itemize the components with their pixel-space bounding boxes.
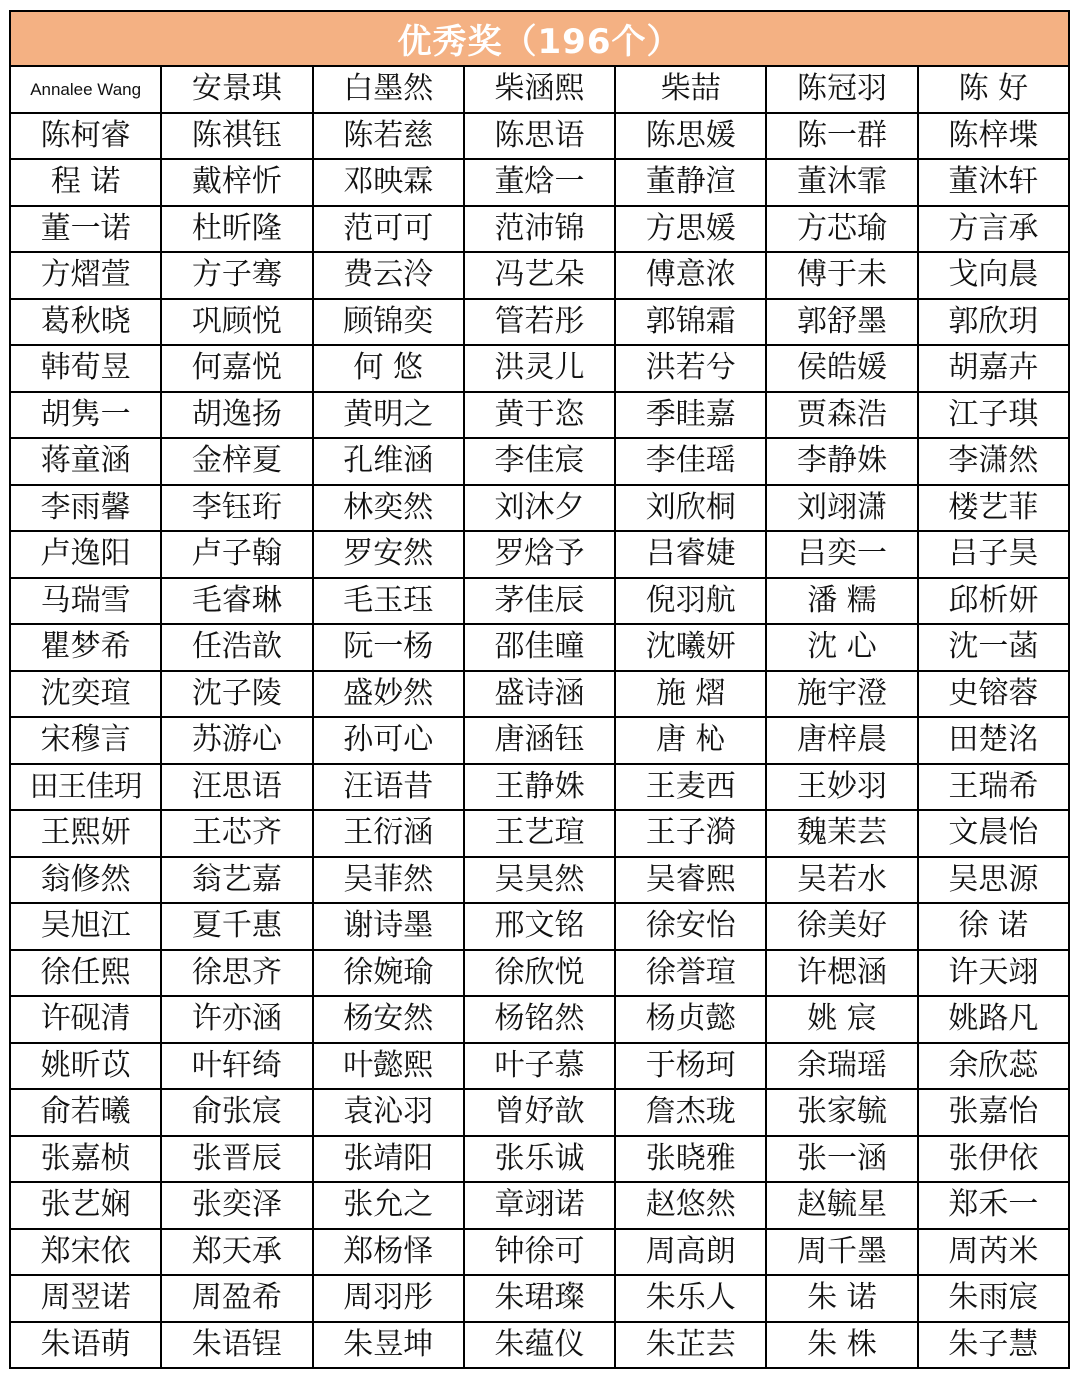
name-cell: 翁艺嘉 — [161, 857, 312, 904]
name-cell: 邢文铭 — [464, 903, 615, 950]
name-cell: 沈子陵 — [161, 671, 312, 718]
name-cell: Annalee Wang — [10, 66, 161, 113]
name-cell: 范沛锦 — [464, 206, 615, 253]
name-cell: 吕睿婕 — [615, 531, 766, 578]
name-cell: 杨贞懿 — [615, 996, 766, 1043]
name-cell: 周羽彤 — [313, 1275, 464, 1322]
name-cell: 方言承 — [918, 206, 1069, 253]
name-cell: 朱 诺 — [766, 1275, 917, 1322]
name-cell: 黄于恣 — [464, 392, 615, 439]
name-cell: 郭舒墨 — [766, 299, 917, 346]
name-cell: 柴喆 — [615, 66, 766, 113]
table-row — [10, 950, 1069, 997]
table-row — [10, 485, 1069, 532]
name-cell: 王芯齐 — [161, 810, 312, 857]
name-cell: 徐任熙 — [10, 950, 161, 997]
name-cell: 周盈希 — [161, 1275, 312, 1322]
name-cell: 方熠萱 — [10, 252, 161, 299]
name-cell: 余瑞瑶 — [766, 1043, 917, 1090]
name-cell: 管若彤 — [464, 299, 615, 346]
table-row — [10, 717, 1069, 764]
name-cell: 魏茉芸 — [766, 810, 917, 857]
name-cell: 许楒涵 — [766, 950, 917, 997]
name-cell: 夏千惠 — [161, 903, 312, 950]
name-cell: 陈一群 — [766, 113, 917, 160]
name-cell: 罗焓予 — [464, 531, 615, 578]
name-cell: 王艺瑄 — [464, 810, 615, 857]
table-row — [10, 996, 1069, 1043]
name-cell: 陈梓堞 — [918, 113, 1069, 160]
name-cell: 徐欣悦 — [464, 950, 615, 997]
name-cell: 方思媛 — [615, 206, 766, 253]
name-cell: 卢逸阳 — [10, 531, 161, 578]
name-cell: 郑宋依 — [10, 1229, 161, 1276]
name-cell: 朱语锃 — [161, 1322, 312, 1369]
name-cell: 张乐诚 — [464, 1136, 615, 1183]
name-cell: 卢子翰 — [161, 531, 312, 578]
table-row — [10, 531, 1069, 578]
name-cell: 陈思媛 — [615, 113, 766, 160]
name-cell: 洪灵儿 — [464, 345, 615, 392]
table-row — [10, 392, 1069, 439]
name-cell: 董焓一 — [464, 159, 615, 206]
name-cell: 蒋童涵 — [10, 438, 161, 485]
name-cell: 刘欣桐 — [615, 485, 766, 532]
name-cell: 吴昊然 — [464, 857, 615, 904]
name-cell: 方子骞 — [161, 252, 312, 299]
name-cell: 徐思齐 — [161, 950, 312, 997]
table-row — [10, 299, 1069, 346]
name-cell: 毛玉珏 — [313, 578, 464, 625]
table-row — [10, 1182, 1069, 1229]
name-cell: 贾森浩 — [766, 392, 917, 439]
name-cell: 张嘉桢 — [10, 1136, 161, 1183]
name-cell: 施宇澄 — [766, 671, 917, 718]
table-row — [10, 438, 1069, 485]
name-cell: 陈思语 — [464, 113, 615, 160]
name-cell: 楼艺菲 — [918, 485, 1069, 532]
name-cell: 茅佳辰 — [464, 578, 615, 625]
name-cell: 叶子慕 — [464, 1043, 615, 1090]
name-cell: 杨铭然 — [464, 996, 615, 1043]
name-cell: 董沐霏 — [766, 159, 917, 206]
name-cell: 阮一杨 — [313, 624, 464, 671]
name-cell: 周千墨 — [766, 1229, 917, 1276]
name-cell: 顾锦奕 — [313, 299, 464, 346]
name-cell: 陈柯睿 — [10, 113, 161, 160]
name-cell: 陈冠羽 — [766, 66, 917, 113]
name-cell: 朱子慧 — [918, 1322, 1069, 1369]
table-row — [10, 857, 1069, 904]
name-cell: 李静姝 — [766, 438, 917, 485]
name-cell: 翁修然 — [10, 857, 161, 904]
name-cell: 郑天承 — [161, 1229, 312, 1276]
name-cell: 任浩歆 — [161, 624, 312, 671]
name-cell: 邵佳曈 — [464, 624, 615, 671]
name-cell: 徐美好 — [766, 903, 917, 950]
name-cell: 叶懿熙 — [313, 1043, 464, 1090]
name-cell: 徐 诺 — [918, 903, 1069, 950]
table-row — [10, 1229, 1069, 1276]
name-cell: 沈曦妍 — [615, 624, 766, 671]
name-cell: 郑杨怿 — [313, 1229, 464, 1276]
name-cell: 王衍涵 — [313, 810, 464, 857]
name-cell: 李佳宸 — [464, 438, 615, 485]
name-cell: 周翌诺 — [10, 1275, 161, 1322]
name-cell: 季眭嘉 — [615, 392, 766, 439]
name-cell: 李佳瑶 — [615, 438, 766, 485]
name-cell: 文晨怡 — [918, 810, 1069, 857]
name-cell: 李雨馨 — [10, 485, 161, 532]
name-cell: 詹杰珑 — [615, 1089, 766, 1136]
name-cell: 张晋辰 — [161, 1136, 312, 1183]
name-cell: 张艺娴 — [10, 1182, 161, 1229]
name-cell: 俞张宸 — [161, 1089, 312, 1136]
name-cell: 张晓雅 — [615, 1136, 766, 1183]
name-cell: 陈若慈 — [313, 113, 464, 160]
name-cell: 安景琪 — [161, 66, 312, 113]
name-cell: 沈奕瑄 — [10, 671, 161, 718]
name-cell: 洪若兮 — [615, 345, 766, 392]
name-cell: 刘翊潇 — [766, 485, 917, 532]
name-cell: 黄明之 — [313, 392, 464, 439]
name-cell: 汪思语 — [161, 764, 312, 811]
name-cell: 李潇然 — [918, 438, 1069, 485]
name-cell: 冯艺朵 — [464, 252, 615, 299]
name-cell: 李钰珩 — [161, 485, 312, 532]
name-cell: 余欣蕊 — [918, 1043, 1069, 1090]
table-row — [10, 345, 1069, 392]
table-row — [10, 1043, 1069, 1090]
name-cell: 叶轩绮 — [161, 1043, 312, 1090]
name-cell: 吴若水 — [766, 857, 917, 904]
table-row — [10, 66, 1069, 113]
name-cell: 吴思源 — [918, 857, 1069, 904]
name-cell: 潘 糯 — [766, 578, 917, 625]
name-cell: 王妙羽 — [766, 764, 917, 811]
table-row — [10, 206, 1069, 253]
table-row — [10, 1136, 1069, 1183]
name-cell: 郭锦霜 — [615, 299, 766, 346]
name-cell: 周芮米 — [918, 1229, 1069, 1276]
name-cell: 王静姝 — [464, 764, 615, 811]
award-sheet — [9, 10, 1070, 1369]
name-cell: 钟徐可 — [464, 1229, 615, 1276]
name-cell: 赵毓星 — [766, 1182, 917, 1229]
table-row — [10, 578, 1069, 625]
name-cell: 张家毓 — [766, 1089, 917, 1136]
table-row — [10, 1275, 1069, 1322]
name-cell: 戈向晨 — [918, 252, 1069, 299]
name-cell: 江子琪 — [918, 392, 1069, 439]
name-cell: 林奕然 — [313, 485, 464, 532]
name-cell: 王瑞希 — [918, 764, 1069, 811]
name-cell: 唐涵钰 — [464, 717, 615, 764]
name-cell: 许砚清 — [10, 996, 161, 1043]
name-cell: 张嘉怡 — [918, 1089, 1069, 1136]
name-cell: 王熙妍 — [10, 810, 161, 857]
name-cell: 姚路凡 — [918, 996, 1069, 1043]
name-cell: 范可可 — [313, 206, 464, 253]
name-cell: 程 诺 — [10, 159, 161, 206]
names-table — [9, 65, 1070, 1369]
names-table-body — [10, 66, 1069, 1368]
name-cell: 吴睿熙 — [615, 857, 766, 904]
name-cell: 姚 宸 — [766, 996, 917, 1043]
name-cell: 费云泠 — [313, 252, 464, 299]
name-cell: 田王佳玥 — [10, 764, 161, 811]
name-cell: 朱乐人 — [615, 1275, 766, 1322]
name-cell: 汪语昔 — [313, 764, 464, 811]
name-cell: 张一涵 — [766, 1136, 917, 1183]
table-row — [10, 1322, 1069, 1369]
name-cell: 唐梓晨 — [766, 717, 917, 764]
name-cell: 柴涵熙 — [464, 66, 615, 113]
name-cell: 傅于未 — [766, 252, 917, 299]
name-cell: 姚昕苡 — [10, 1043, 161, 1090]
name-cell: 宋穆言 — [10, 717, 161, 764]
name-cell: 邱析妍 — [918, 578, 1069, 625]
name-cell: 张伊依 — [918, 1136, 1069, 1183]
table-row — [10, 159, 1069, 206]
table-row — [10, 624, 1069, 671]
name-cell: 王麦西 — [615, 764, 766, 811]
name-cell: 胡嘉卉 — [918, 345, 1069, 392]
name-cell: 张靖阳 — [313, 1136, 464, 1183]
name-cell: 何嘉悦 — [161, 345, 312, 392]
name-cell: 史镕蓉 — [918, 671, 1069, 718]
name-cell: 王子漪 — [615, 810, 766, 857]
name-cell: 沈一菡 — [918, 624, 1069, 671]
name-cell: 徐婉瑜 — [313, 950, 464, 997]
name-cell: 杨安然 — [313, 996, 464, 1043]
name-cell: 董一诺 — [10, 206, 161, 253]
name-cell: 吕子昊 — [918, 531, 1069, 578]
name-cell: 张允之 — [313, 1182, 464, 1229]
name-cell: 张奕泽 — [161, 1182, 312, 1229]
name-cell: 朱雨宸 — [918, 1275, 1069, 1322]
name-cell: 董沐轩 — [918, 159, 1069, 206]
name-cell: 毛睿琳 — [161, 578, 312, 625]
table-row — [10, 113, 1069, 160]
name-cell: 胡隽一 — [10, 392, 161, 439]
award-title: 优秀奖（196个） — [9, 10, 1070, 65]
name-cell: 朱 株 — [766, 1322, 917, 1369]
name-cell: 白墨然 — [313, 66, 464, 113]
name-cell: 周高朗 — [615, 1229, 766, 1276]
name-cell: 施 熠 — [615, 671, 766, 718]
name-cell: 邓映霖 — [313, 159, 464, 206]
name-cell: 刘沐夕 — [464, 485, 615, 532]
name-cell: 陈 好 — [918, 66, 1069, 113]
table-row — [10, 252, 1069, 299]
name-cell: 郑禾一 — [918, 1182, 1069, 1229]
name-cell: 朱蕴仪 — [464, 1322, 615, 1369]
name-cell: 方芯瑜 — [766, 206, 917, 253]
name-cell: 曾妤歆 — [464, 1089, 615, 1136]
name-cell: 罗安然 — [313, 531, 464, 578]
name-cell: 侯皓媛 — [766, 345, 917, 392]
name-cell: 瞿梦希 — [10, 624, 161, 671]
table-row — [10, 764, 1069, 811]
name-cell: 杜昕隆 — [161, 206, 312, 253]
name-cell: 朱芷芸 — [615, 1322, 766, 1369]
name-cell: 胡逸扬 — [161, 392, 312, 439]
name-cell: 葛秋晓 — [10, 299, 161, 346]
name-cell: 孙可心 — [313, 717, 464, 764]
table-row — [10, 903, 1069, 950]
name-cell: 何 悠 — [313, 345, 464, 392]
name-cell: 陈祺钰 — [161, 113, 312, 160]
name-cell: 袁沁羽 — [313, 1089, 464, 1136]
name-cell: 韩荀昱 — [10, 345, 161, 392]
name-cell: 徐安怡 — [615, 903, 766, 950]
name-cell: 吴菲然 — [313, 857, 464, 904]
table-row — [10, 810, 1069, 857]
name-cell: 倪羽航 — [615, 578, 766, 625]
name-cell: 朱珺璨 — [464, 1275, 615, 1322]
name-cell: 朱昱坤 — [313, 1322, 464, 1369]
name-cell: 沈 心 — [766, 624, 917, 671]
name-cell: 赵悠然 — [615, 1182, 766, 1229]
name-cell: 董静渲 — [615, 159, 766, 206]
name-cell: 郭欣玥 — [918, 299, 1069, 346]
name-cell: 孔维涵 — [313, 438, 464, 485]
name-cell: 傅意浓 — [615, 252, 766, 299]
name-cell: 唐 杺 — [615, 717, 766, 764]
name-cell: 许天翊 — [918, 950, 1069, 997]
name-cell: 苏游心 — [161, 717, 312, 764]
name-cell: 俞若曦 — [10, 1089, 161, 1136]
name-cell: 金梓夏 — [161, 438, 312, 485]
name-cell: 吴旭江 — [10, 903, 161, 950]
name-cell: 田楚洺 — [918, 717, 1069, 764]
name-cell: 章翊诺 — [464, 1182, 615, 1229]
name-cell: 谢诗墨 — [313, 903, 464, 950]
name-cell: 马瑞雪 — [10, 578, 161, 625]
table-row — [10, 1089, 1069, 1136]
name-cell: 于杨珂 — [615, 1043, 766, 1090]
table-row — [10, 671, 1069, 718]
name-cell: 戴梓忻 — [161, 159, 312, 206]
name-cell: 许亦涵 — [161, 996, 312, 1043]
name-cell: 盛诗涵 — [464, 671, 615, 718]
name-cell: 盛妙然 — [313, 671, 464, 718]
name-cell: 朱语萌 — [10, 1322, 161, 1369]
name-cell: 巩顾悦 — [161, 299, 312, 346]
name-cell: 徐誉瑄 — [615, 950, 766, 997]
name-cell: 吕奕一 — [766, 531, 917, 578]
